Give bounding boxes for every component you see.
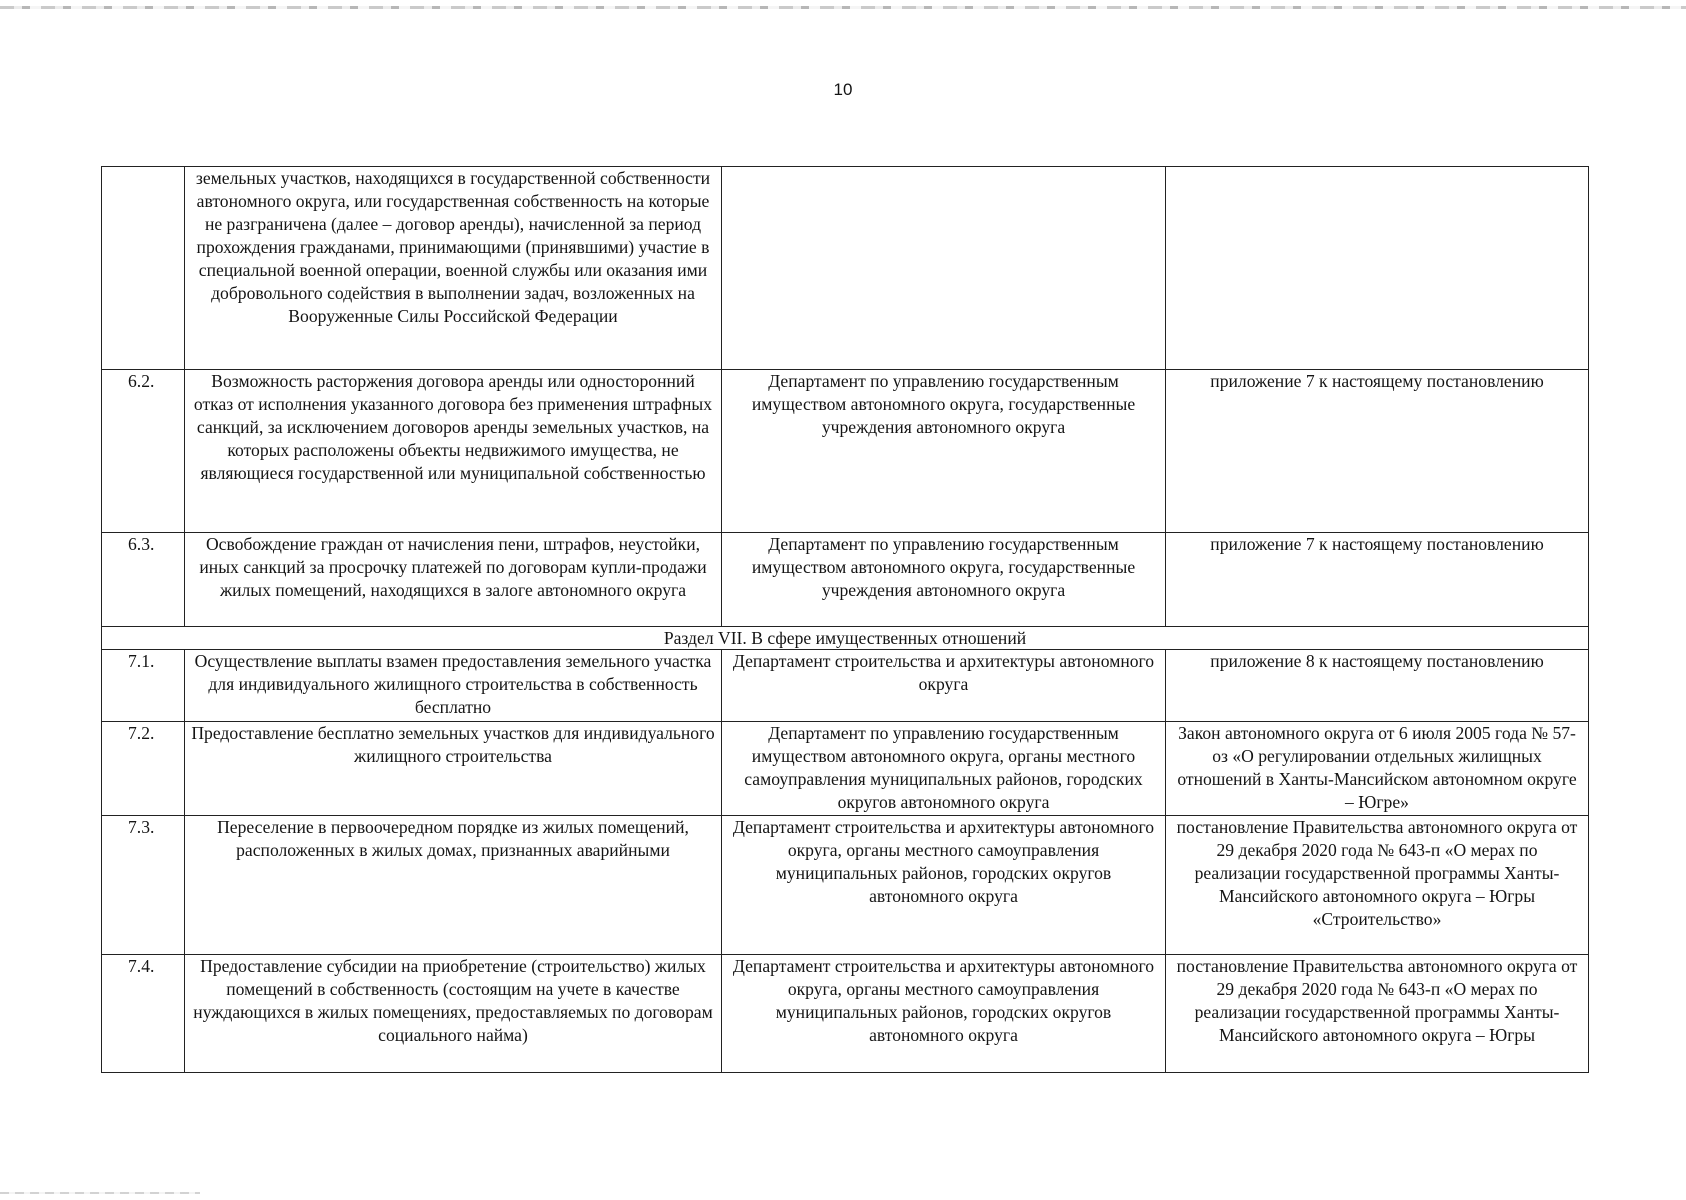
executor-text: Департамент по управлению государственным имуществом автономного округа, органы местного самоуправления муниципальных районов, городских округов автономного округа	[744, 723, 1143, 812]
table-row	[102, 167, 1589, 370]
table-row	[102, 650, 1589, 722]
row-number: 6.3.	[102, 533, 185, 627]
measures-table	[101, 166, 1589, 1073]
executor-text: Департамент строительства и архитектуры автономного округа, органы местного самоуправления муниципальных районов, городских округов автономного округа	[732, 956, 1155, 1045]
basis-cell	[1166, 370, 1589, 533]
measure-cell	[185, 816, 722, 955]
row-number	[102, 167, 185, 370]
executor-cell	[722, 816, 1166, 955]
section-heading: Раздел VII. В сфере имущественных отношений	[102, 627, 1589, 650]
row-number: 7.4.	[102, 955, 185, 1073]
measure-cell	[185, 650, 722, 722]
measure-cell	[185, 533, 722, 627]
measure-text: Переселение в первоочередном порядке из жилых помещений, расположенных в жилых домах, признанных аварийными	[217, 817, 689, 860]
measure-text: Предоставление бесплатно земельных участков для индивидуального жилищного строительства	[191, 723, 715, 766]
row-number: 7.2.	[102, 722, 185, 816]
executor-cell	[722, 167, 1166, 370]
basis-cell	[1166, 955, 1589, 1073]
basis-cell	[1166, 816, 1589, 955]
measure-text: Предоставление субсидии на приобретение (строительство) жилых помещений в собственность (состоящим на учете в качестве нуждающихся в жилых помещениях, предоставляемых по договорам социального найма)	[193, 956, 713, 1045]
executor-text: Департамент по управлению государственным имуществом автономного округа, государственные учреждения автономного округа	[751, 534, 1136, 600]
executor-cell	[722, 533, 1166, 627]
basis-cell	[1166, 533, 1589, 627]
table-row	[102, 722, 1589, 816]
section-row	[102, 627, 1589, 650]
measure-text: Возможность расторжения договора аренды или односторонний отказ от исполнения указанного договора без применения штрафных санкций, за исключением договоров аренды земельных участков, на которых расположены объекты недвижимого имущества, не являющиеся государственной или муниципальной собственностью	[193, 371, 713, 483]
executor-cell	[722, 370, 1166, 533]
basis-text: приложение 7 к настоящему постановлению	[1210, 371, 1544, 391]
basis-cell	[1166, 650, 1589, 722]
measure-text: Освобождение граждан от начисления пени, штрафов, неустойки, иных санкций за просрочку платежей по договорам купли-продажи жилых помещений, находящихся в залоге автономного округа	[199, 534, 707, 600]
executor-cell	[722, 722, 1166, 816]
executor-cell	[722, 955, 1166, 1073]
table-row	[102, 816, 1589, 955]
basis-cell	[1166, 167, 1589, 370]
basis-text: Закон автономного округа от 6 июля 2005 года № 57-оз «О регулировании отдельных жилищных отношений в Ханты-Мансийском автономном округе – Югре»	[1177, 723, 1577, 812]
row-number: 7.1.	[102, 650, 185, 722]
scan-edge-top	[0, 6, 1686, 9]
row-number: 7.3.	[102, 816, 185, 955]
executor-text: Департамент строительства и архитектуры автономного округа	[732, 651, 1155, 694]
table-row	[102, 533, 1589, 627]
basis-text: приложение 8 к настоящему постановлению	[1210, 651, 1544, 671]
page-number: 10	[833, 80, 853, 99]
executor-cell	[722, 650, 1166, 722]
executor-text: Департамент по управлению государственным имуществом автономного округа, государственные учреждения автономного округа	[751, 371, 1136, 437]
measure-cell	[185, 722, 722, 816]
measure-cell	[185, 167, 722, 370]
row-number: 6.2.	[102, 370, 185, 533]
basis-text: приложение 7 к настоящему постановлению	[1210, 534, 1544, 554]
basis-cell	[1166, 722, 1589, 816]
executor-text: Департамент строительства и архитектуры автономного округа, органы местного самоуправления муниципальных районов, городских округов автономного округа	[732, 817, 1155, 906]
scan-edge-bottom	[0, 1192, 200, 1194]
measure-cell	[185, 370, 722, 533]
measure-text: Осуществление выплаты взамен предоставления земельного участка для индивидуального жилищного строительства в собственность бесплатно	[194, 651, 712, 717]
measure-text: земельных участков, находящихся в государственной собственности автономного округа, или государственная собственность на которые не разграничена (далее – договор аренды), начисленной за период прохождения гражданами, принимающими (принявшими) участие в специальной военной операции, военной службы или оказания ими добровольного содействия в выполнении задач, возложенных на Вооруженные Силы Российской Федерации	[195, 168, 711, 326]
table-row	[102, 370, 1589, 533]
basis-text: постановление Правительства автономного округа от 29 декабря 2020 года № 643-п «О мерах по реализации государственной программы Ханты-Мансийского автономного округа – Югры	[1176, 956, 1578, 1045]
basis-text: постановление Правительства автономного округа от 29 декабря 2020 года № 643-п «О мерах по реализации государственной программы Ханты-Мансийского автономного округа – Югры «Строительство»	[1176, 817, 1578, 929]
table-row	[102, 955, 1589, 1073]
measure-cell	[185, 955, 722, 1073]
